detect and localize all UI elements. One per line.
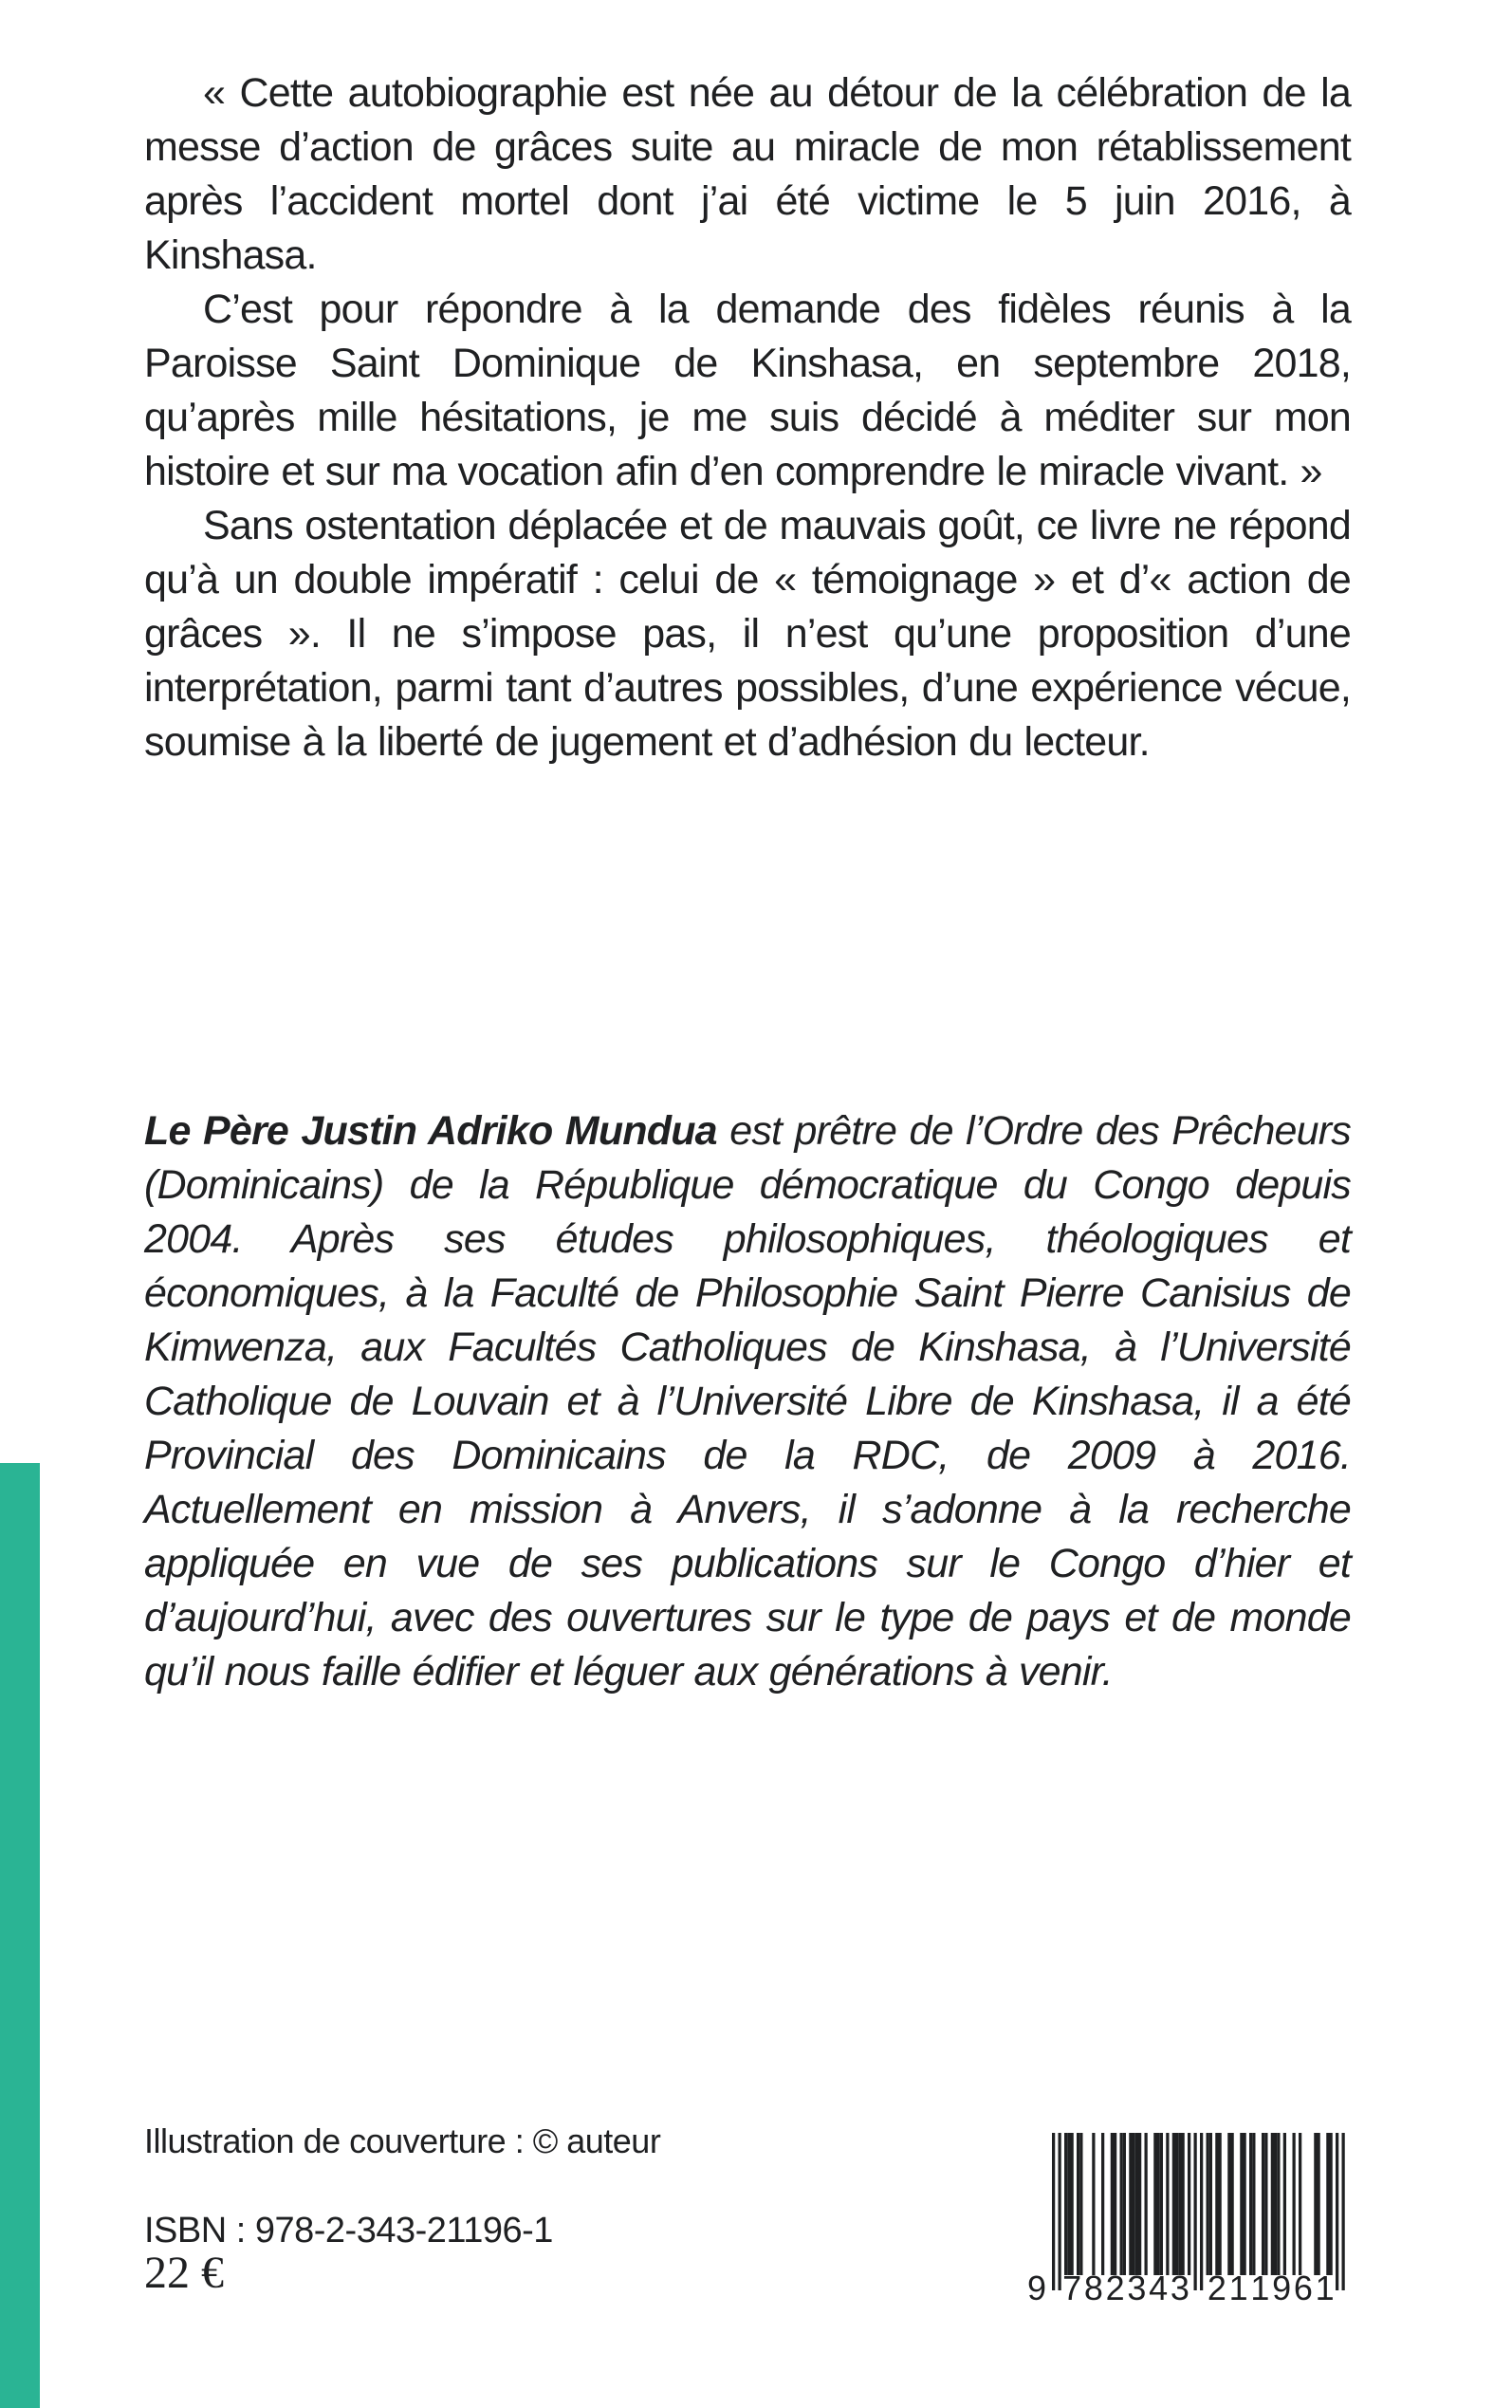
svg-text:9: 9 [1272,2269,1292,2304]
isbn-line: ISBN : 978-2-343-21196-1 [144,2211,553,2251]
quote-paragraph-1: « Cette autobiographie est née au détour de la célébration de la messe d’action de grâces suite au miracle de mon rétablissement après l’accident mortel dont j’ai été victime le 5 juin 2016, à Kinshasa. [144,70,1351,278]
author-bio-paragraph [144,1104,1351,1699]
svg-text:3: 3 [1170,2269,1189,2304]
svg-text:2: 2 [1105,2269,1125,2304]
spine-accent-stripe [0,1463,40,2408]
svg-text:9: 9 [1026,2269,1047,2304]
svg-text:7: 7 [1062,2269,1082,2304]
svg-text:1: 1 [1315,2269,1335,2304]
author-name: Le Père Justin Adriko Mundua [144,1108,717,1154]
quote-paragraph-3: Sans ostentation déplacée et de mauvais goût, ce livre ne répond qu’à un double impératif : celui de « témoignage » et d’« action de grâces ». Il ne s’impose pas, il n’est qu’une proposition d’une interprétation, parmi tant d’autres possibles, d’une expérience vécue, soumise à la liberté de jugement et d’adhésion du lecteur. [144,503,1351,765]
ean13-barcode [1024,2133,1352,2304]
author-bio-block [144,1104,1351,1699]
svg-text:1: 1 [1228,2269,1248,2304]
barcode-bars [1024,2133,1352,2304]
svg-text:1: 1 [1250,2269,1270,2304]
svg-text:4: 4 [1149,2269,1169,2304]
quote-paragraph-2: C’est pour répondre à la demande des fidèles réunis à la Paroisse Saint Dominique de Kinshasa, en septembre 2018, qu’après mille hésitations, je me suis décidé à méditer sur mon histoire et sur ma vocation afin d’en comprendre le miracle vivant. » [144,287,1351,494]
author-bio-text: est prêtre de l’Ordre des Prêcheurs (Dominicains) de la République démocratique du Congo depuis 2004. Après ses études philosophiques, théologiques et économiques, à la Faculté de Philosophie Saint Pierre Canisius de Kimwenza, aux Facultés Catholiques de Kinshasa, à l’Université Catholique de Louvain et à l’Université Libre de Kinshasa, il a été Provincial des Dominicains de la RDC, de 2009 à 2016. Actuellement en mission à Anvers, il s’adonne à la recherche appliquée en vue de ses publications sur le Congo d’hier et d’aujourd’hui, avec des ouvertures sur le type de pays et de monde qu’il nous faille édifier et léguer aux générations à venir. [144,1108,1352,1695]
svg-text:3: 3 [1127,2269,1147,2304]
illustration-credit: Illustration de couverture : © auteur [144,2121,661,2160]
svg-text:8: 8 [1083,2269,1103,2304]
quote-block [144,66,1351,769]
price-label: 22 € [144,2248,224,2298]
svg-text:6: 6 [1293,2269,1313,2304]
svg-text:2: 2 [1207,2269,1226,2304]
